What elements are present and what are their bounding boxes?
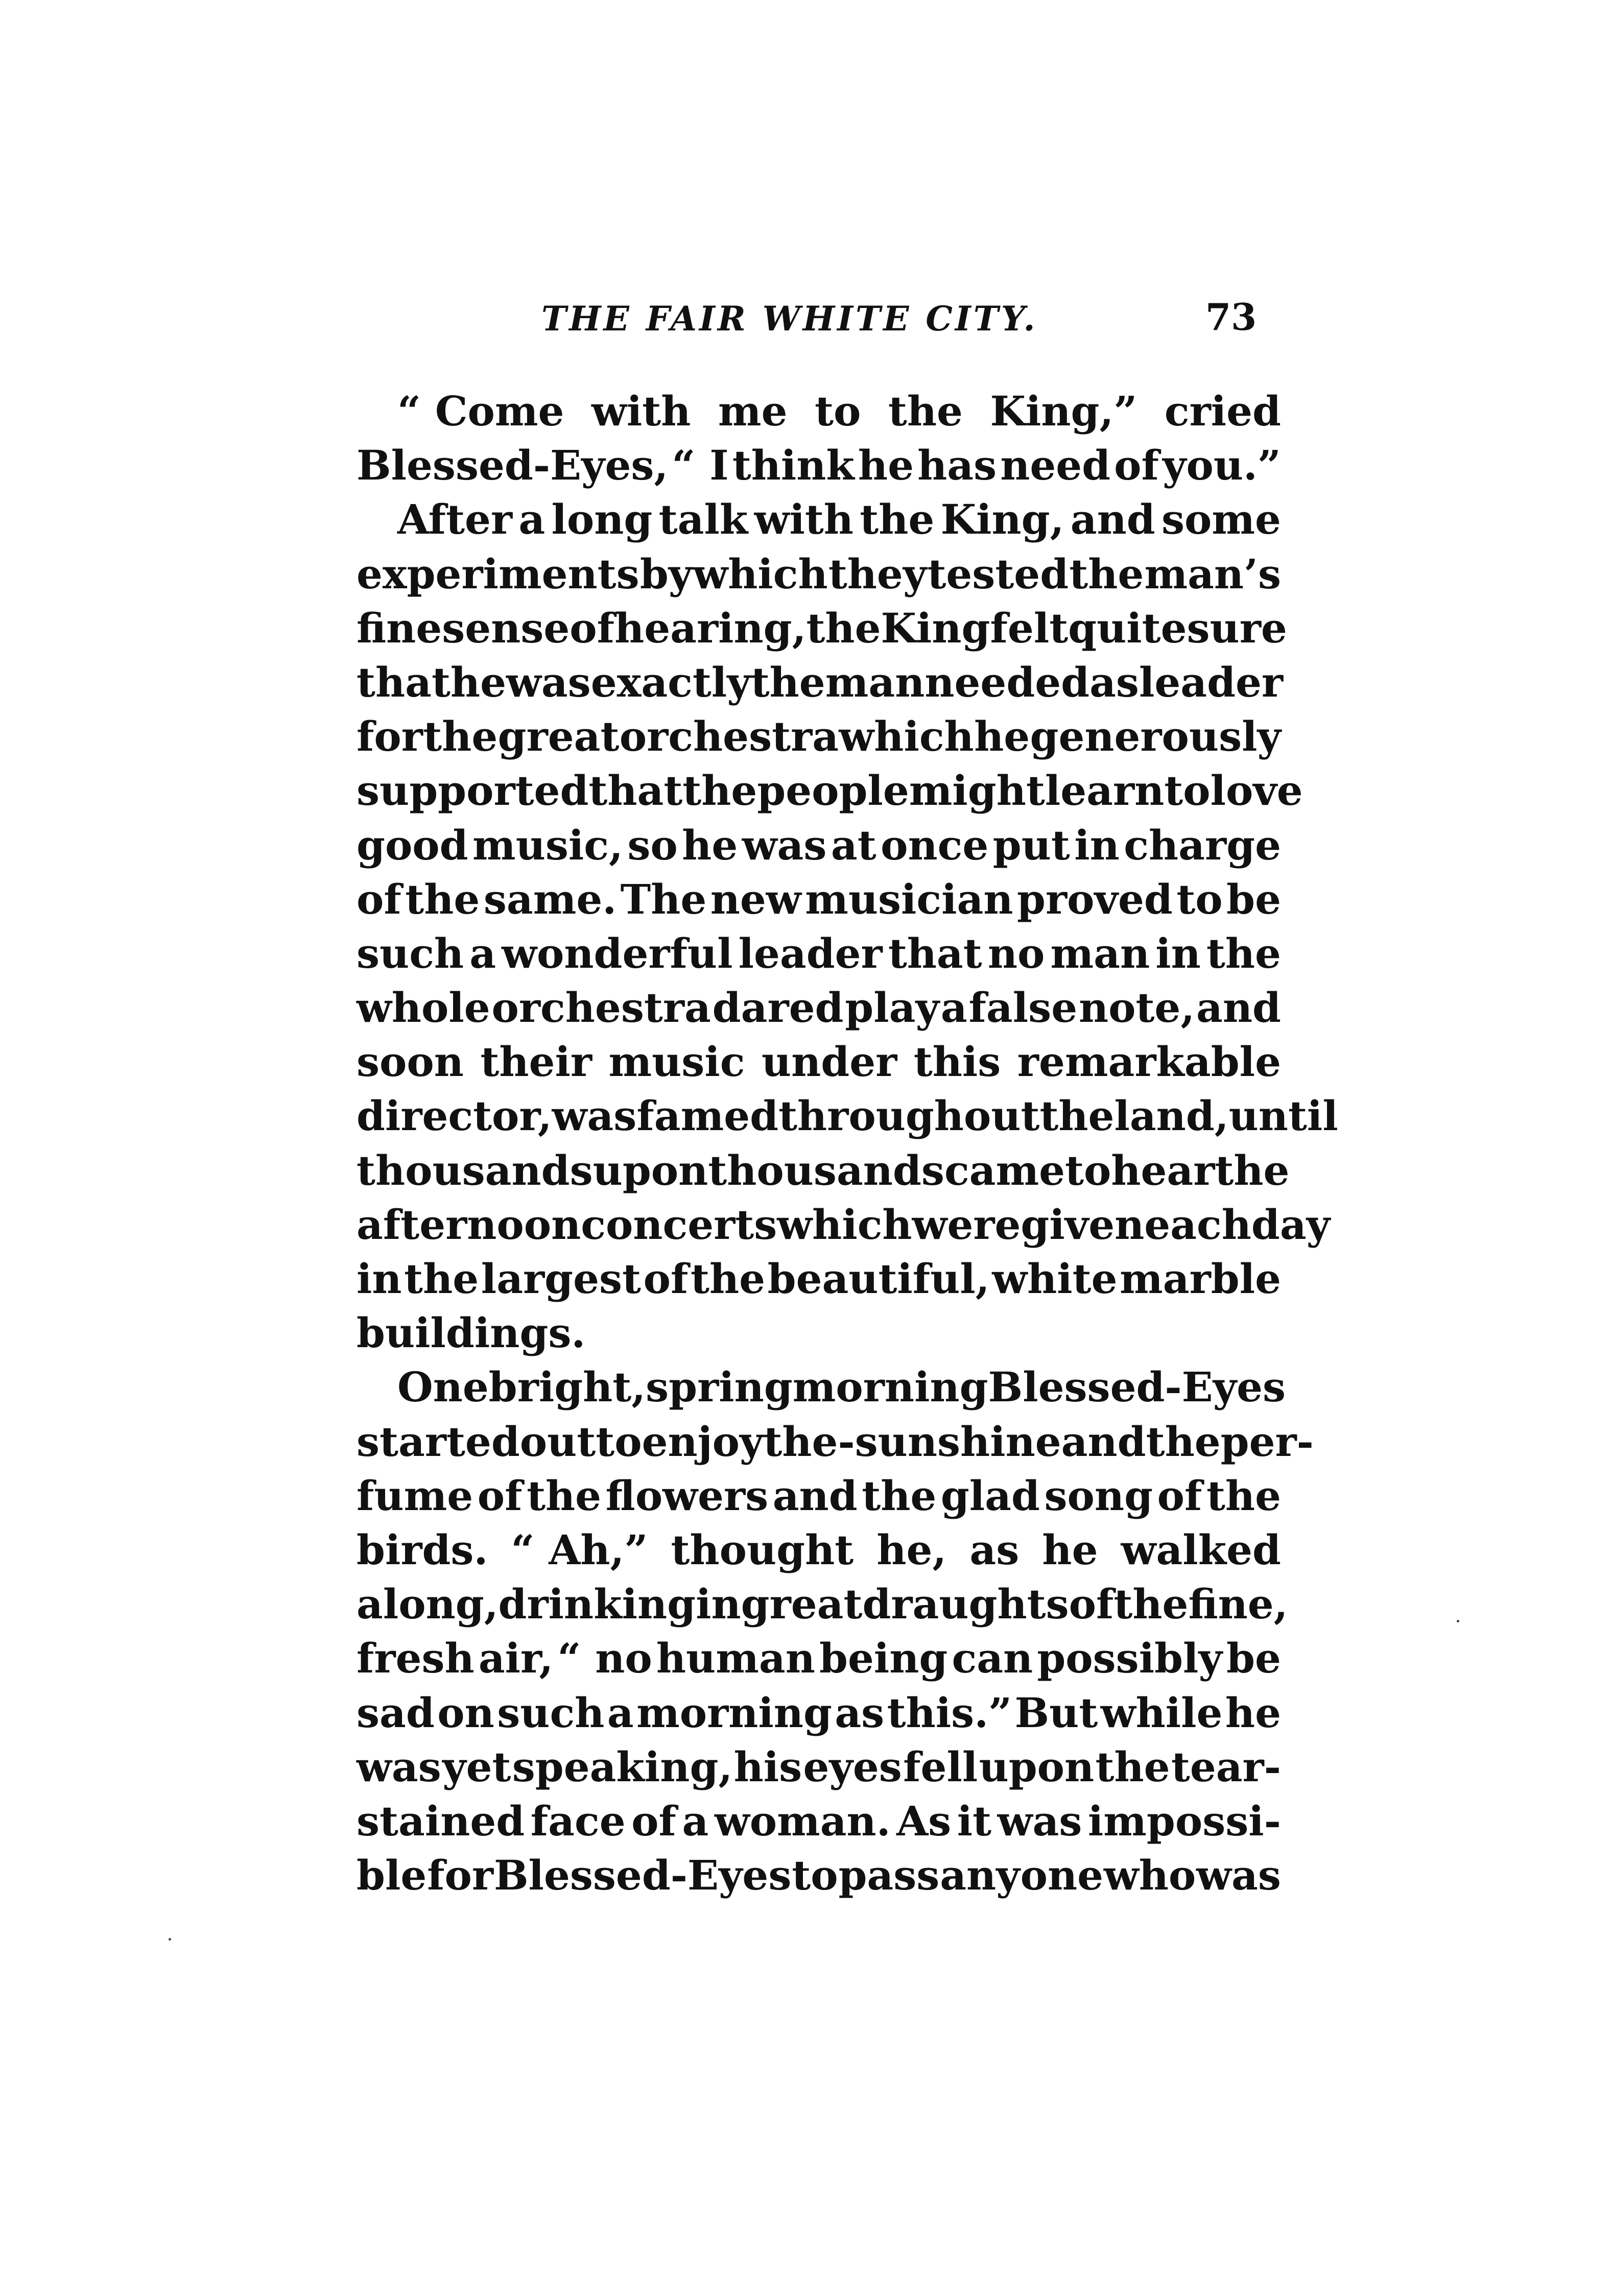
word: experiments [357, 549, 639, 598]
word: me [718, 387, 788, 435]
text-line [357, 709, 1281, 763]
word: white [992, 1255, 1118, 1303]
word: be [1226, 1634, 1281, 1683]
word: morning [636, 1688, 832, 1737]
word: day [1251, 1200, 1331, 1249]
word: director, [357, 1092, 552, 1140]
word: the [860, 495, 935, 544]
word: the [1095, 1742, 1170, 1791]
word: concerts [581, 1200, 777, 1249]
word: one [1020, 1851, 1103, 1900]
word: to [815, 387, 861, 435]
word: leader [738, 929, 883, 977]
word: thousands [357, 1146, 593, 1194]
word: the [1039, 1092, 1115, 1140]
word: was [357, 1742, 441, 1791]
word: draughts [862, 1580, 1069, 1629]
word: you.” [1163, 441, 1281, 490]
word: people [757, 767, 909, 815]
scan-speck [1457, 1620, 1459, 1622]
text-line [357, 1686, 1281, 1740]
word: possibly [1037, 1634, 1222, 1683]
word: the [682, 767, 757, 815]
word: fresh [357, 1634, 475, 1683]
word: But [1014, 1688, 1098, 1737]
word: were [912, 1200, 1021, 1249]
word: he [1042, 1525, 1098, 1574]
word: might [909, 767, 1045, 815]
word: which [839, 712, 974, 761]
word: some [1161, 495, 1281, 544]
word: proved [1017, 875, 1173, 923]
text-line [357, 872, 1281, 926]
word: the [1206, 929, 1281, 977]
word: he [682, 821, 738, 869]
word: upon [979, 1742, 1095, 1791]
word: the [1206, 1471, 1281, 1520]
word: false [968, 984, 1078, 1032]
word: music, [472, 821, 623, 869]
word: of [643, 1255, 689, 1303]
word: orchestra [491, 984, 711, 1032]
word: yet [442, 1742, 511, 1791]
text-line [357, 1848, 1281, 1902]
word: land, [1114, 1092, 1229, 1140]
word: fume [357, 1471, 473, 1520]
word: and [1070, 495, 1155, 544]
word: impossi- [1087, 1797, 1281, 1845]
word: sure [1187, 604, 1287, 652]
word: the [750, 658, 825, 706]
word: which [693, 549, 828, 598]
word: was [552, 1092, 637, 1140]
word: put [992, 821, 1070, 869]
word: was [506, 658, 591, 706]
word: song [1044, 1471, 1153, 1520]
word: buildings. [357, 1309, 586, 1357]
word: famed [636, 1092, 779, 1140]
word: learn [1045, 767, 1165, 815]
word: King,” [990, 387, 1137, 435]
word: music [608, 1038, 745, 1086]
word: the-sunshine [763, 1417, 1061, 1466]
word: human [656, 1634, 815, 1683]
word: “ Ah,” [511, 1525, 648, 1574]
word: that [357, 658, 451, 706]
word: of [570, 604, 615, 652]
text-line [357, 1415, 1314, 1469]
word: fell [903, 1742, 978, 1791]
word: has [917, 441, 997, 490]
word: exactly [590, 658, 751, 706]
word: long [551, 495, 653, 544]
word: the [1113, 1580, 1189, 1629]
word: can [952, 1634, 1033, 1683]
word: musician [805, 875, 1013, 923]
word: One [397, 1363, 489, 1412]
word: sense [442, 604, 570, 652]
word: being [819, 1634, 948, 1683]
word: who [1103, 1851, 1196, 1900]
word: out [519, 1417, 596, 1466]
word: Blessed-Eyes, [357, 441, 669, 490]
word: it [957, 1797, 992, 1845]
word: needed [924, 658, 1090, 706]
text-line [357, 384, 1281, 438]
word: and [1196, 984, 1281, 1032]
word: walked [1121, 1525, 1281, 1574]
word: largest [481, 1255, 641, 1303]
word: he [858, 441, 914, 490]
word: Blessed-Eyes [988, 1363, 1286, 1412]
word: man [825, 658, 925, 706]
word: charge [1124, 821, 1281, 869]
word: note, [1078, 984, 1195, 1032]
word: the [527, 1471, 602, 1520]
word: the [1215, 1146, 1290, 1194]
word: he, [876, 1525, 947, 1574]
word: this.” [887, 1688, 1012, 1737]
word: morning [792, 1363, 988, 1412]
word: upon [592, 1146, 708, 1194]
word: The [620, 875, 707, 923]
word: until [1228, 1092, 1338, 1140]
word: for [357, 712, 423, 761]
text-line [357, 1252, 1281, 1306]
word: of [1157, 1471, 1202, 1520]
word: along, [357, 1580, 499, 1629]
word: “ Come [397, 387, 564, 435]
word: pass [838, 1851, 940, 1900]
word: while [1100, 1688, 1223, 1737]
word: as [835, 1688, 885, 1737]
text-line [357, 1577, 1288, 1631]
word: the [691, 1255, 766, 1303]
word: any [940, 1851, 1020, 1900]
word: a [682, 1797, 709, 1845]
word: this [913, 1038, 1001, 1086]
word: drinking [498, 1580, 696, 1629]
word: wonderful [502, 929, 733, 977]
word: woman. [714, 1797, 891, 1845]
word: good [357, 821, 468, 869]
word: such [357, 929, 464, 977]
word: as [1089, 658, 1139, 706]
word: no [987, 929, 1045, 977]
word: to [596, 1417, 642, 1466]
word: to [792, 1851, 838, 1900]
word: and [1061, 1417, 1146, 1466]
word: the [423, 712, 498, 761]
word: the [405, 875, 480, 923]
word: the [404, 1255, 479, 1303]
word: King, [940, 495, 1064, 544]
text-line [357, 655, 1284, 709]
word: at [831, 821, 876, 869]
word: per- [1220, 1417, 1314, 1466]
word: of [631, 1797, 676, 1845]
text-line [357, 926, 1281, 980]
word: talk [658, 495, 748, 544]
word: throughout [778, 1092, 1040, 1140]
word: leader [1139, 658, 1284, 706]
word: to [1164, 767, 1211, 815]
word: was [742, 821, 827, 869]
word: on [437, 1688, 494, 1737]
text-line [357, 1631, 1281, 1685]
word: eyes [803, 1742, 902, 1791]
word: birds. [357, 1525, 488, 1574]
word: generously [1030, 712, 1281, 761]
word: think [732, 441, 855, 490]
word: tear- [1171, 1742, 1281, 1791]
word: of [357, 875, 401, 923]
word: hear [1111, 1146, 1215, 1194]
word: face [530, 1797, 626, 1845]
word: with [754, 495, 854, 544]
word: afternoon [357, 1200, 581, 1249]
word: once [881, 821, 989, 869]
word: spring [646, 1363, 793, 1412]
word: “ no [557, 1634, 652, 1683]
word: great [497, 712, 620, 761]
word: flowers [605, 1471, 769, 1520]
text-line [357, 1035, 1281, 1089]
word: thought [671, 1525, 854, 1574]
text-line [357, 1740, 1281, 1794]
text-line [357, 1523, 1281, 1577]
word: each [1144, 1200, 1251, 1249]
word: tested [927, 549, 1069, 598]
text-line [357, 763, 1303, 818]
word: ble [357, 1851, 427, 1900]
word: glad [940, 1471, 1040, 1520]
text-line [357, 492, 1281, 546]
word: so [627, 821, 678, 869]
word: a [940, 984, 967, 1032]
word: dared [712, 984, 844, 1032]
word: to [1176, 875, 1223, 923]
word: the [888, 387, 963, 435]
word: and [772, 1471, 858, 1520]
word: as [969, 1525, 1020, 1574]
word: thousands [708, 1146, 944, 1194]
text-line [357, 818, 1281, 872]
word: remarkable [1017, 1038, 1281, 1086]
word: he [450, 658, 506, 706]
word: quite [1068, 604, 1187, 652]
text-line [357, 1089, 1338, 1143]
word: a [469, 929, 496, 977]
word: play [845, 984, 939, 1032]
word: King [881, 604, 990, 652]
text-line [357, 1794, 1281, 1848]
running-head-title: THE FAIR WHITE CITY. [541, 299, 1038, 339]
word: Blessed-Eyes [493, 1851, 792, 1900]
word: was [1196, 1851, 1281, 1900]
word: the [1069, 549, 1144, 598]
word: in [1155, 929, 1201, 977]
word: orchestra [619, 712, 839, 761]
word: that [888, 929, 982, 977]
word: As [896, 1797, 952, 1845]
word: of [1069, 1580, 1114, 1629]
word: the [806, 604, 881, 652]
word: the [862, 1471, 937, 1520]
word: under [761, 1038, 897, 1086]
word: started [357, 1417, 520, 1466]
word: in [357, 1255, 402, 1303]
word: which [777, 1200, 912, 1249]
scan-speck [169, 1938, 171, 1941]
body-text [357, 384, 1338, 1902]
word: in [696, 1580, 741, 1629]
word: supported [357, 767, 589, 815]
text-line [357, 1360, 1286, 1414]
word: a [607, 1688, 634, 1737]
word: marble [1120, 1255, 1281, 1303]
word: new [710, 875, 801, 923]
word: their [480, 1038, 592, 1086]
word: fine [357, 604, 442, 652]
text-line [357, 1198, 1331, 1252]
word: be [1226, 875, 1281, 923]
word: soon [357, 1038, 464, 1086]
word: need [1000, 441, 1111, 490]
word: man’s [1144, 549, 1281, 598]
word: with [591, 387, 691, 435]
word: his [733, 1742, 802, 1791]
word: that [588, 767, 683, 815]
word: they [828, 549, 927, 598]
word: speaking, [512, 1742, 733, 1791]
word: bright, [488, 1363, 646, 1412]
word: of [1114, 441, 1159, 490]
word: enjoy [642, 1417, 764, 1466]
word: sad [357, 1688, 435, 1737]
word: a [518, 495, 546, 544]
text-line [357, 980, 1281, 1035]
word: beautiful, [767, 1255, 990, 1303]
word: such [497, 1688, 605, 1737]
text-line [357, 438, 1281, 492]
text-line [357, 601, 1287, 655]
word: cried [1164, 387, 1281, 435]
word: After [397, 495, 513, 544]
word: love [1210, 767, 1303, 815]
word: air, [478, 1634, 554, 1683]
word: to [1065, 1146, 1111, 1194]
word: in [1074, 821, 1120, 869]
word: whole [357, 984, 490, 1032]
word: stained [357, 1797, 525, 1845]
text-line [357, 1469, 1281, 1523]
word: came [944, 1146, 1065, 1194]
text-line [357, 1306, 1281, 1360]
word: he [974, 712, 1030, 761]
word: was [997, 1797, 1082, 1845]
word: hearing, [614, 604, 807, 652]
word: of [477, 1471, 523, 1520]
word: same. [483, 875, 617, 923]
text-line [357, 1143, 1290, 1198]
word: he [1225, 1688, 1281, 1737]
word: felt [990, 604, 1069, 652]
word: man [1050, 929, 1150, 977]
text-line [357, 547, 1281, 601]
word: great [741, 1580, 863, 1629]
word: “ I [672, 441, 729, 490]
word: the [1146, 1417, 1221, 1466]
word: by [639, 549, 693, 598]
page-number: 73 [1205, 295, 1257, 339]
word: for [427, 1851, 494, 1900]
word: fine, [1188, 1580, 1288, 1629]
word: given [1021, 1200, 1145, 1249]
